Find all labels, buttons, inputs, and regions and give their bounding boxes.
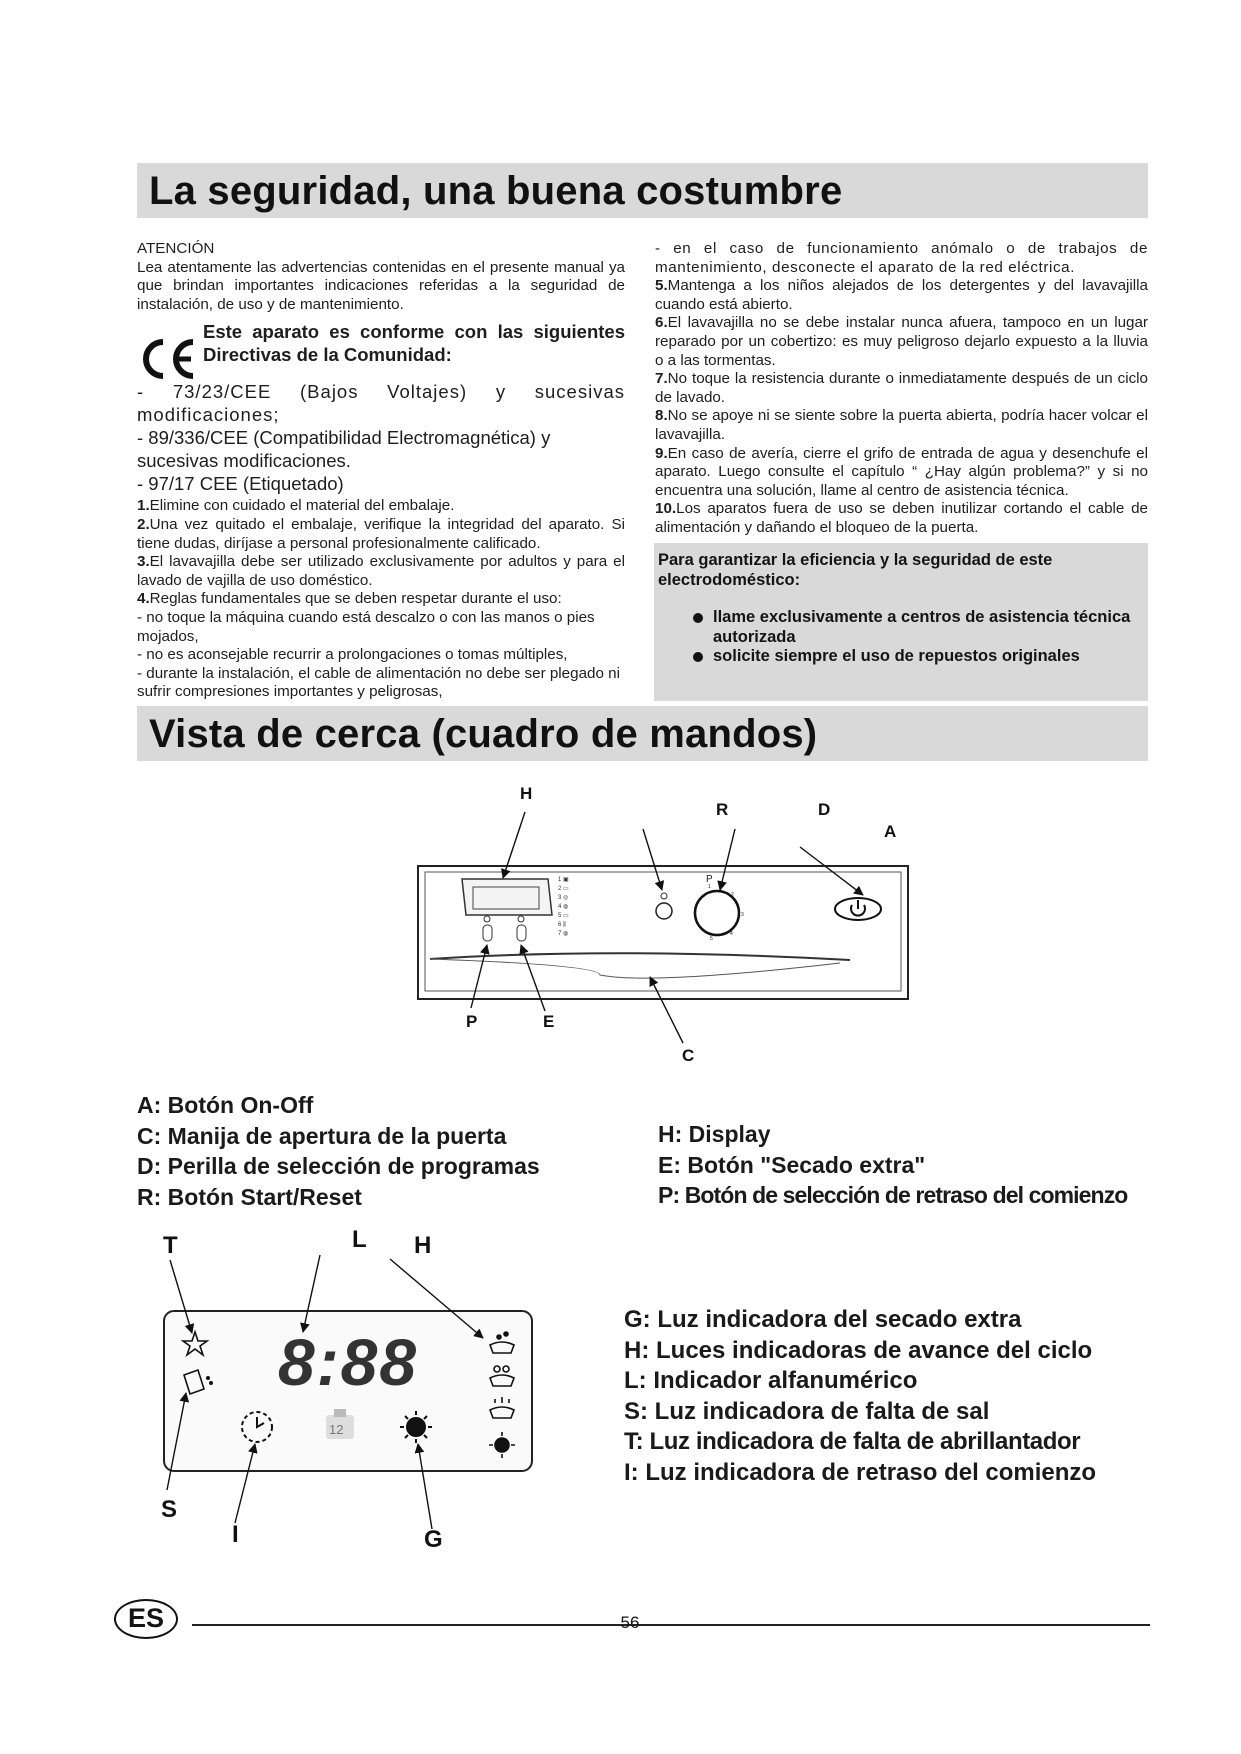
legend-item-s: S: Luz indicadora de falta de sal [624,1397,990,1425]
legend-item-t: T: Luz indicadora de falta de abrillantador [624,1428,1081,1455]
svg-text:7: 7 [693,912,696,918]
safety-item-number: 1. [137,497,150,515]
legend-item-i: I: Luz indicadora de retraso del comienzo [624,1458,1097,1486]
safety-item-number: 9. [655,444,668,462]
usage-rule: - durante la instalación, el cable de alimentación no debe ser plegado ni sufrir compresiones importantes y peligrosas, [137,664,620,701]
safety-item-number: 6. [655,314,668,332]
display-legend [624,1305,1096,1488]
safety-item-number: 10. [655,500,677,518]
safety-item-number: 4. [137,590,150,608]
rule-continued: - en el caso de funcionamiento anómalo o de trabajos de mantenimiento, desconecte el aparato de la red eléctrica. [655,240,1148,276]
safety-item [137,516,625,553]
display-diagram [140,1215,560,1565]
dial-p-label: P [706,874,713,885]
svg-text:4: 4 [730,931,733,937]
safety-item-text: Elimine con cuidado el material del embalaje. [149,497,455,515]
safety-item [137,553,625,590]
svg-text:6 ⫼: 6 ⫼ [558,922,566,928]
language-badge: ES [114,1599,178,1639]
notice-bullet-text: solicite siempre el uso de repuestos originales [713,647,1080,665]
attention-label: ATENCIÓN [137,240,215,257]
intro-text: Lea atentamente las advertencias contenidas en el presente manual ya que brindan importantes indicaciones referidas a la seguridad de instalación, de uso y de mantenimiento. [137,258,625,313]
legend-item-c: C: Manija de apertura de la puerta [137,1122,507,1149]
bullet-icon [693,652,703,662]
safety-item-number: 2. [137,515,150,533]
svg-text:1 ▣: 1 ▣ [558,877,569,883]
callout-label-s: S [161,1496,178,1523]
callout-label-d: D [818,800,831,819]
safety-items-right [655,277,1148,537]
footer-rule [192,1624,1150,1626]
safety-items-left [137,497,625,609]
safety-item-number: 8. [655,407,668,425]
safety-item [655,407,1148,444]
section-title-safety: La seguridad, una buena costumbre [137,163,1148,218]
directive-1: - 73/23/CEE (Bajos Voltajes) y sucesivas modificaciones; [137,381,625,426]
panel-legend-right [658,1119,1127,1211]
legend-item-d: D: Perilla de selección de programas [137,1153,540,1179]
safety-item-text: Reglas fundamentales que se deben respetar durante el uso: [149,590,562,608]
safety-right-column [655,240,1148,538]
notice-bullet-text: llame exclusivamente a centros de asistencia técnica autorizada [713,608,1131,646]
callout-label-g: G [424,1526,443,1553]
control-panel-diagram [400,775,940,1075]
callout-label-r: R [716,800,729,819]
safety-item [137,497,625,516]
page-number: 56 [620,1613,640,1632]
callout-label-i: I [232,1521,239,1548]
safety-item-number: 3. [137,553,150,571]
section-title-control-panel: Vista de cerca (cuadro de mandos) [137,706,1148,761]
callout-label-t: T [163,1232,178,1259]
notice-bullet-item [658,647,1144,667]
legend-item-p: P: Botón de selección de retraso del comienzo [658,1182,1128,1208]
svg-text:5 ▭: 5 ▭ [558,913,569,919]
svg-text:2 ▭: 2 ▭ [558,886,569,892]
safety-item-number: 5. [655,277,668,295]
callout-label-a: A [884,822,897,841]
notice-title: Para garantizar la eficiencia y la seguridad de este electrodoméstico: [658,551,1053,589]
directive-2: - 89/336/CEE (Compatibilidad Electromagnética) y sucesivas modificaciones. [137,427,551,472]
callout-label-p: P [466,1012,478,1031]
svg-text:1: 1 [708,884,711,890]
svg-text:3: 3 [741,912,744,918]
safety-item-text: No toque la resistencia durante o inmediatamente después de un ciclo de lavado. [655,370,1148,406]
legend-item-h2: H: Luces indicadoras de avance del ciclo [624,1336,1093,1364]
notice-bullet-item [658,608,1144,647]
alphanumeric-display: 8:88 [278,1325,419,1399]
safety-item-text: Mantenga a los niños alejados de los detergentes y del lavavajilla cuando está abierto. [655,277,1148,313]
ce-heading: Este aparato es conforme con las siguientes Directivas de la Comunidad: [203,321,625,366]
usage-rule: - no toque la máquina cuando está descalzo o con las manos o pies mojados, [137,608,595,645]
svg-text:2: 2 [731,892,734,898]
safety-item [655,370,1148,407]
safety-left-column [137,240,625,702]
safety-item-text: Una vez quitado el embalaje, verifique la integridad del aparato. Si tiene dudas, diríjase a personal profesionalmente calificado. [137,515,625,552]
legend-item-h: H: Display [658,1121,771,1147]
safety-item-text: En caso de avería, cierre el grifo de entrada de agua y desenchufe el aparato. Luego consulte el capítulo “ ¿Hay algún problema?” y si no encuentra una solución, llame al centro de asistencia técnica. [655,444,1148,499]
ce-block [137,320,625,384]
safety-item [655,445,1148,501]
safety-item-number: 7. [655,370,668,388]
usage-rules-list [137,609,625,702]
service-notice-box [654,543,1148,701]
safety-item-text: Los aparatos fuera de uso se deben inutilizar cortando el cable de alimentación y dañando el bloqueo de la puerta. [655,500,1148,536]
panel-legend-left [137,1090,540,1212]
salt-level-numbers: 12 [329,1422,344,1437]
legend-item-g: G: Luz indicadora del secado extra [624,1306,1022,1333]
ce-mark-icon [137,334,203,384]
callout-label-h2: H [414,1232,432,1259]
legend-item-e: E: Botón "Secado extra" [658,1151,926,1178]
notice-list [658,608,1144,667]
svg-text:4 ◍: 4 ◍ [558,904,569,910]
callout-label-c: C [682,1046,695,1065]
callout-label-e: E [543,1012,555,1031]
bullet-icon [693,613,703,623]
legend-item-a: A: Botón On-Off [137,1092,314,1118]
svg-text:3 ◎: 3 ◎ [558,895,569,901]
legend-item-l: L: Indicador alfanumérico [624,1367,918,1394]
svg-text:7 ◍: 7 ◍ [558,931,569,937]
safety-item [137,590,625,609]
directive-3: - 97/17 CEE (Etiquetado) [137,473,344,495]
svg-text:5: 5 [710,936,713,942]
callout-label-h: H [520,784,533,803]
safety-item-text: No se apoye ni se siente sobre la puerta abierta, podría hacer volcar el lavavajilla. [655,407,1148,443]
safety-item [655,500,1148,537]
legend-item-r: R: Botón Start/Reset [137,1183,362,1210]
safety-item [655,277,1148,314]
usage-rule: - no es aconsejable recurrir a prolongaciones o tomas múltiples, [137,646,568,664]
safety-item [655,314,1148,370]
callout-label-l: L [352,1226,367,1253]
safety-item-text: El lavavajilla no se debe instalar nunca afuera, tampoco en un lugar reparado por un cobertizo: es muy peligroso dejarlo expuesto a la lluvia o a las tormentas. [655,314,1148,369]
safety-item-text: El lavavajilla debe ser utilizado exclusivamente por adultos y para el lavado de vajilla de uso doméstico. [137,553,625,589]
on-off-button[interactable] [835,898,881,920]
